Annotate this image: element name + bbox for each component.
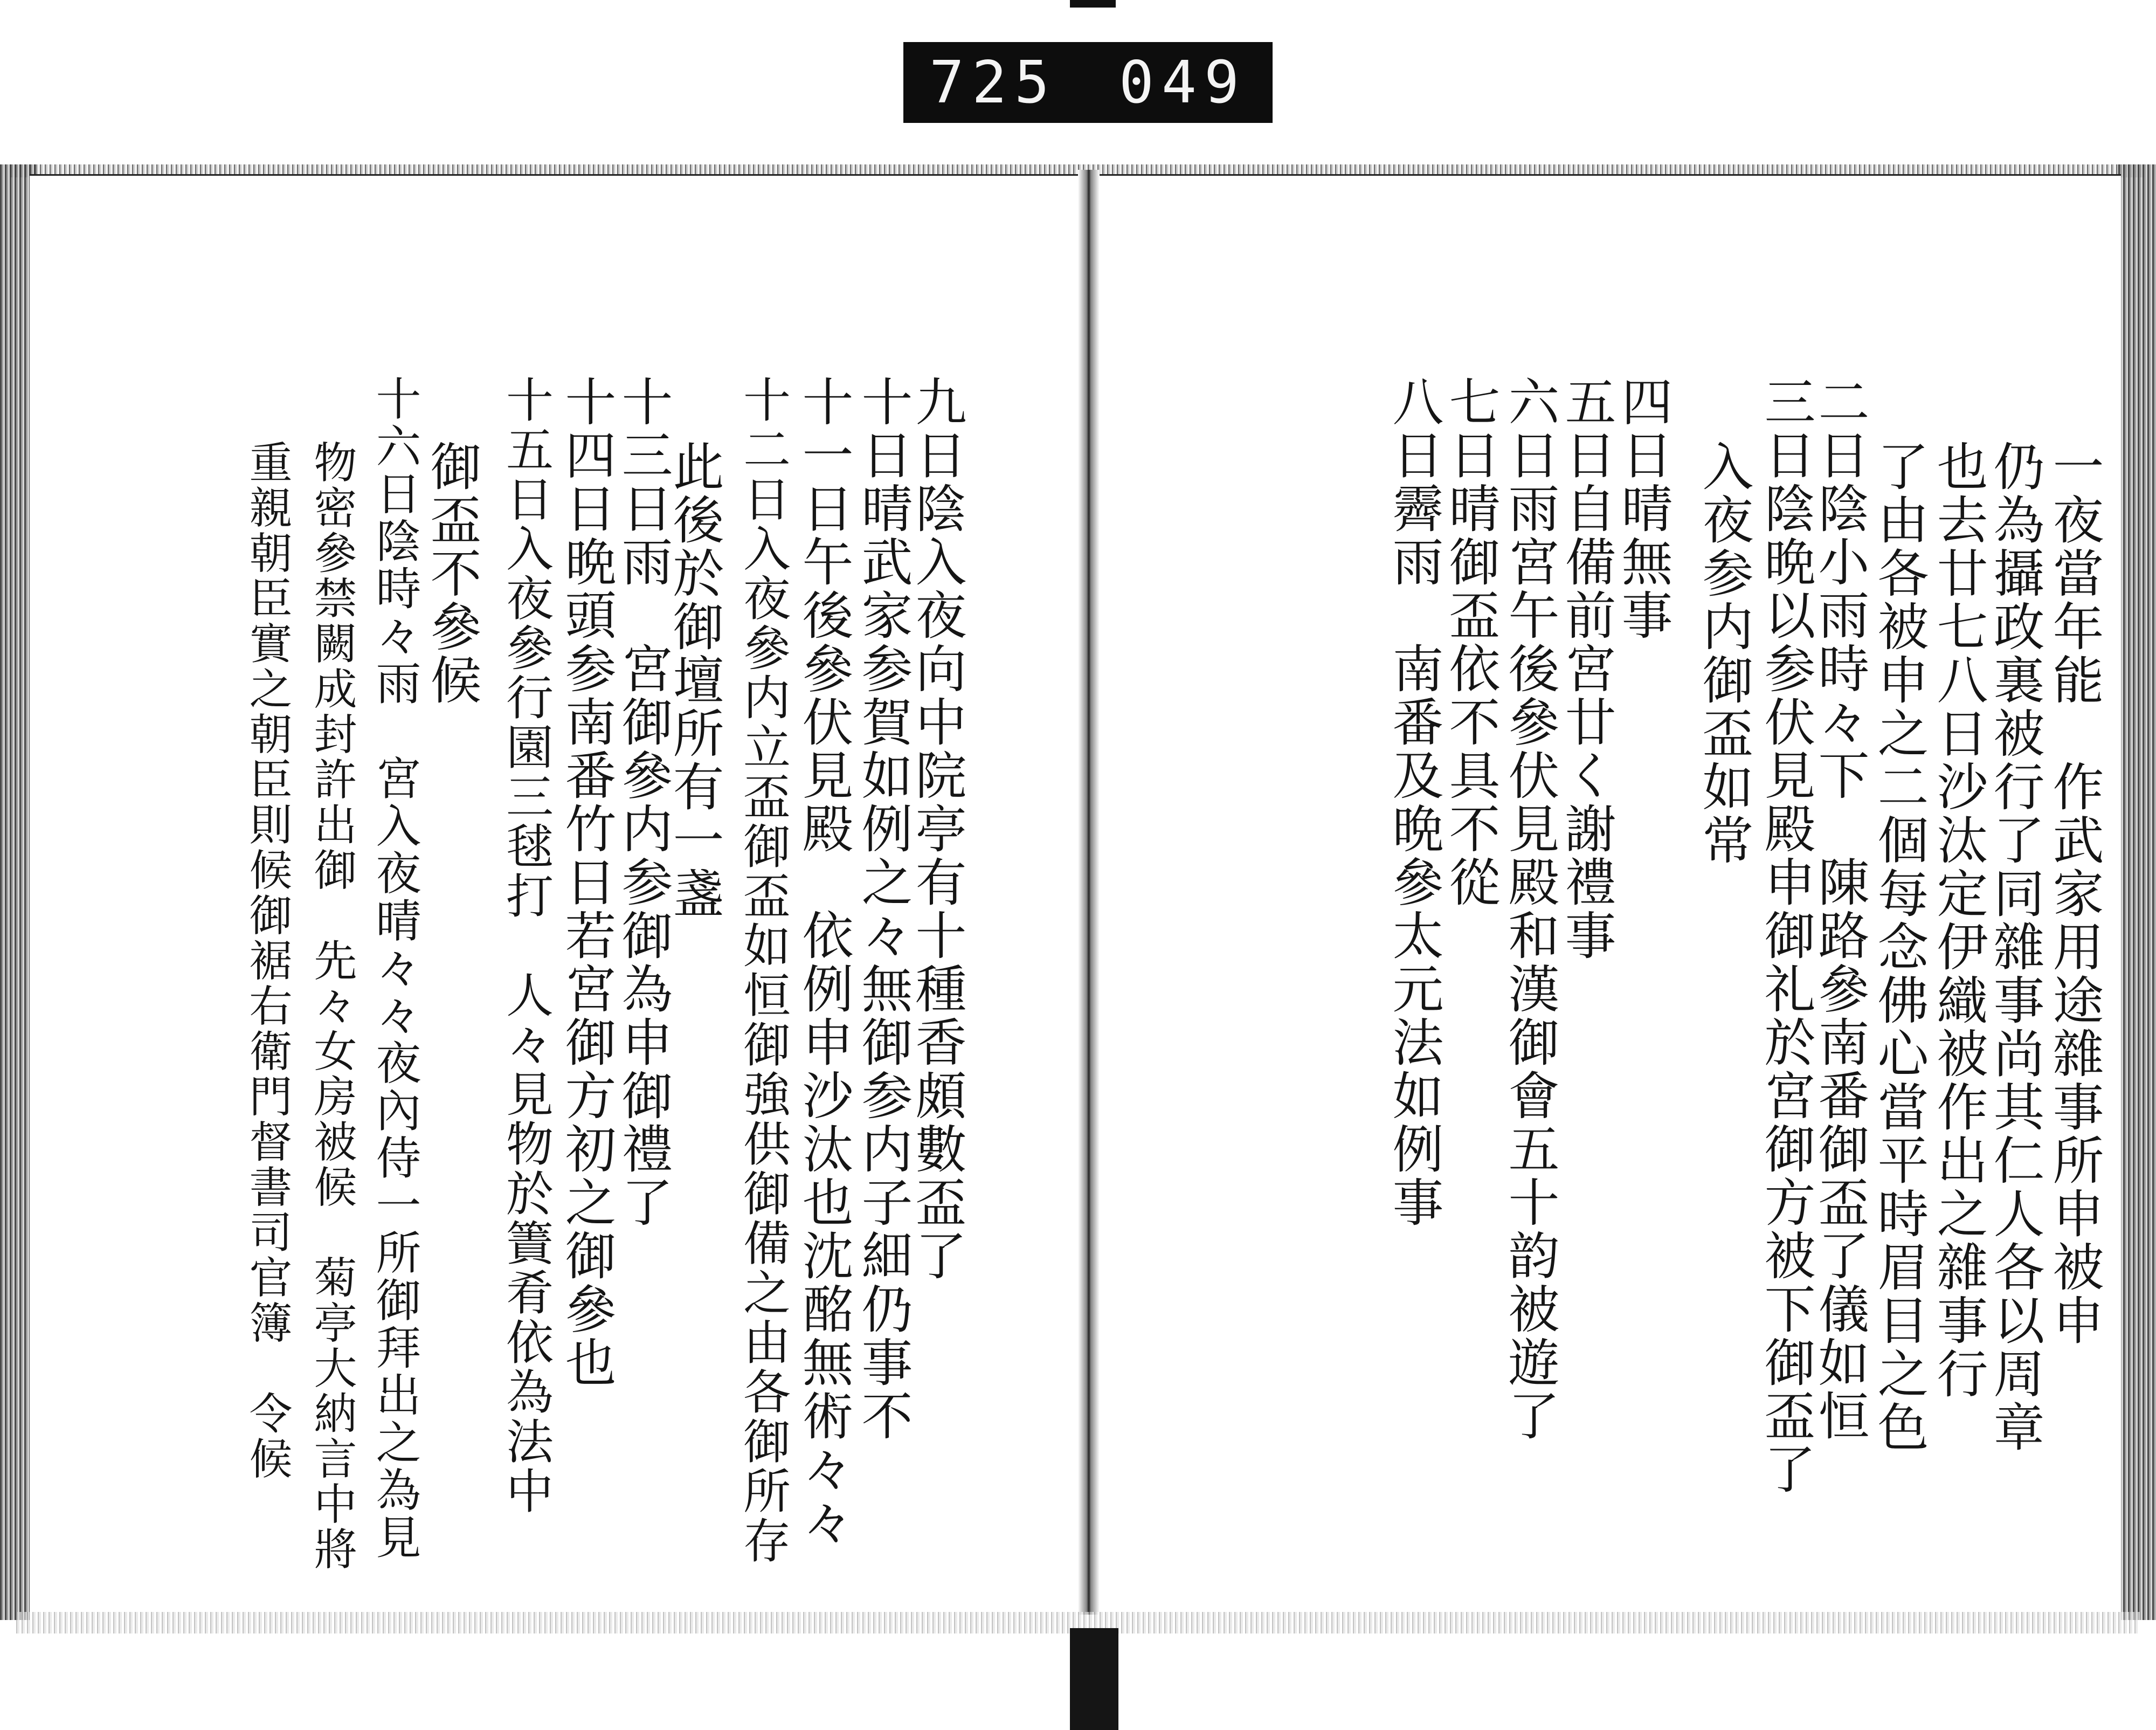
right-column-12: 八日霽雨 南番及晩參太元法如例事	[1384, 375, 1443, 1229]
left-column-4: 十二日入夜參内立盃御盃如恒御強供御備之由各御所存	[736, 375, 791, 1566]
right-column-2: 仍為攝政裏被行了同雜事尚其仁人各以周章	[1985, 440, 2044, 1454]
left-column-10: 十六日陰時々雨 宮入夜晴々々夜內侍一所御拜出之為見	[369, 375, 421, 1561]
right-column-11: 七日晴御盃依不具不從	[1441, 375, 1500, 909]
right-column-4: 了由各被申之二個每念佛心當平時眉目之色	[1869, 440, 1929, 1454]
left-page	[30, 174, 1086, 1631]
bottom-binding-tab	[1070, 1628, 1118, 1730]
right-column-10: 六日雨宮午後參伏見殿和漢御會五十韵被遊了	[1500, 375, 1559, 1443]
left-column-1: 九日陰入夜向中院亭有十種香頗數盃了	[907, 375, 966, 1283]
right-column-9: 五日自備前宮廿く謝禮事	[1557, 375, 1616, 962]
book-spread	[0, 164, 2156, 1620]
right-column-1: 一夜當年能 作武家用途雜事所申被申	[2044, 440, 2104, 1347]
left-column-3: 十一日午後參伏見殿 依例申沙汰也沈酩無術々々	[794, 375, 853, 1549]
frame-number-left: 725	[929, 49, 1058, 116]
frame-number-label	[903, 42, 1273, 123]
right-column-6: 三日陰晩以参伏見殿申御礼於宮御方被下御盃了	[1756, 375, 1815, 1496]
left-column-12: 重親朝臣實之朝臣則候御裾右衛門督書司官簿 令候	[242, 440, 292, 1481]
right-column-7: 入夜参内御盃如常	[1694, 440, 1753, 867]
left-column-5: 此後於御壇所有一盞	[665, 440, 724, 920]
right-column-8: 四日晴無事	[1613, 375, 1673, 642]
left-column-11: 物密參禁闕成封許出御 先々女房被候 菊亭大納言中將	[307, 440, 357, 1572]
right-page	[1097, 174, 2121, 1631]
book-right-edge	[2118, 164, 2156, 1620]
left-column-2: 十日晴武家参賀如例之々無御参内子細仍事不	[853, 375, 913, 1443]
left-column-6: 十三日雨 宮御參内参御為申御禮了	[613, 375, 673, 1229]
right-column-3: 也去廿七八日沙汰定伊織被作出之雜事行	[1929, 440, 1988, 1401]
right-column-5: 二日陰小雨時々下 陳路參南番御盃了儀如恒	[1810, 375, 1869, 1443]
left-column-7: 十四日晩頭参南番竹日若宮御方初之御參也	[557, 375, 616, 1389]
binding-mark	[1070, 0, 1116, 8]
book-gutter	[1078, 170, 1100, 1615]
left-column-9: 御盃不參候	[422, 440, 481, 707]
left-column-8: 十五日入夜參行園三毬打 人々見物於簀肴依為法中	[499, 375, 554, 1516]
frame-number-right: 049	[1118, 49, 1247, 116]
